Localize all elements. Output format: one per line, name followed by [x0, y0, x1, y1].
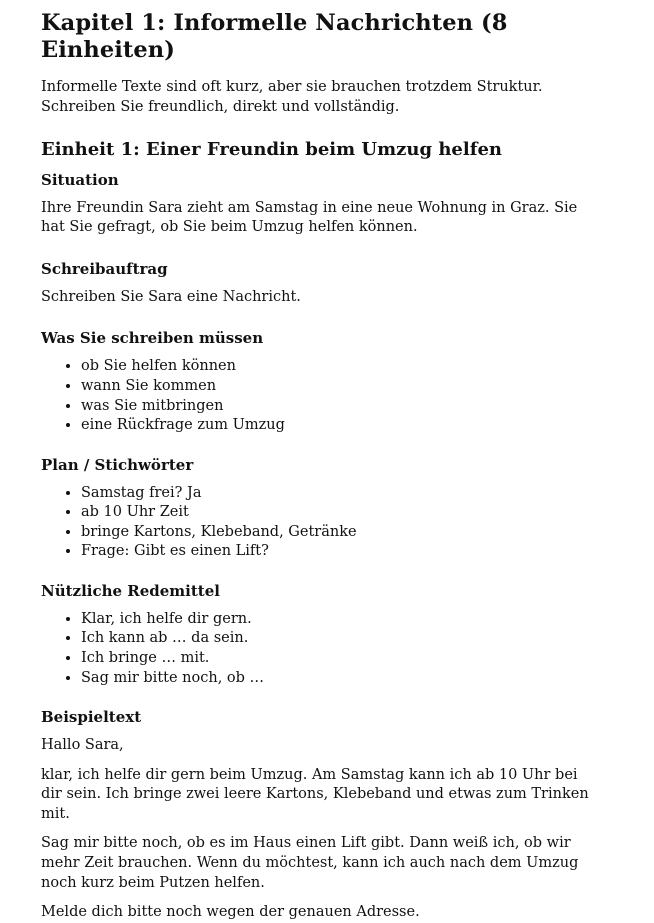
phrases-list [41, 610, 592, 688]
situation-heading: Situation [41, 170, 119, 189]
list-item: • ab 10 Uhr Zeit [81, 503, 592, 523]
task-section [41, 260, 592, 308]
list-item: • was Sie mitbringen [81, 397, 592, 417]
list-item: • wann Sie kommen [81, 377, 592, 397]
chapter-intro: Informelle Texte sind oft kurz, aber sie brauchen trotzdem Struktur. Schreiben Sie freundlich, direkt und vollständig. [41, 79, 543, 115]
example-paragraph: Melde dich bitte noch wegen der genauen Adresse. [41, 904, 420, 921]
list-item: • ob Sie helfen können [81, 357, 592, 377]
list-item: • Klar, ich helfe dir gern. [81, 610, 592, 630]
example-greeting: Hallo Sara, [41, 737, 124, 754]
example-paragraph: klar, ich helfe dir gern beim Umzug. Am Samstag kann ich ab 10 Uhr bei dir sein. Ich bringe zwei leere Kartons, Klebeband und etwas zum Trinken mit. [41, 766, 589, 822]
must-write-list [41, 357, 592, 435]
example-section [41, 708, 592, 923]
example-paragraph: Sag mir bitte noch, ob es im Haus einen Lift gibt. Dann weiß ich, ob wir mehr Zeit brauchen. Wenn du möchtest, kann ich auch nach dem Umzug noch kurz beim Putzen helfen. [41, 835, 579, 891]
situation-section [41, 171, 592, 238]
example-heading: Beispieltext [41, 708, 142, 727]
phrases-section [41, 582, 592, 688]
plan-heading: Plan / Stichwörter [41, 455, 194, 474]
plan-list [41, 484, 592, 562]
plan-section [41, 456, 592, 562]
task-heading: Schreibauftrag [41, 259, 168, 278]
task-text: Schreiben Sie Sara eine Nachricht. [41, 288, 301, 305]
list-item: • bringe Kartons, Klebeband, Getränke [81, 523, 592, 543]
must-write-section [41, 329, 592, 435]
unit-title: Einheit 1: Einer Freundin beim Umzug helfen [41, 139, 502, 161]
list-item: • Sag mir bitte noch, ob … [81, 669, 592, 689]
phrases-heading: Nützliche Redemittel [41, 581, 220, 600]
situation-text: Ihre Freundin Sara zieht am Samstag in eine neue Wohnung in Graz. Sie hat Sie gefragt, ob Sie beim Umzug helfen können. [41, 199, 578, 236]
list-item: • Samstag frei? Ja [81, 484, 592, 504]
list-item: • Ich bringe … mit. [81, 649, 592, 669]
chapter-title: Kapitel 1: Informelle Nachrichten (8 Einheiten) [41, 10, 508, 63]
list-item: • eine Rückfrage zum Umzug [81, 416, 592, 436]
list-item: • Ich kann ab … da sein. [81, 629, 592, 649]
must-write-heading: Was Sie schreiben müssen [41, 329, 264, 348]
list-item: • Frage: Gibt es einen Lift? [81, 542, 592, 562]
